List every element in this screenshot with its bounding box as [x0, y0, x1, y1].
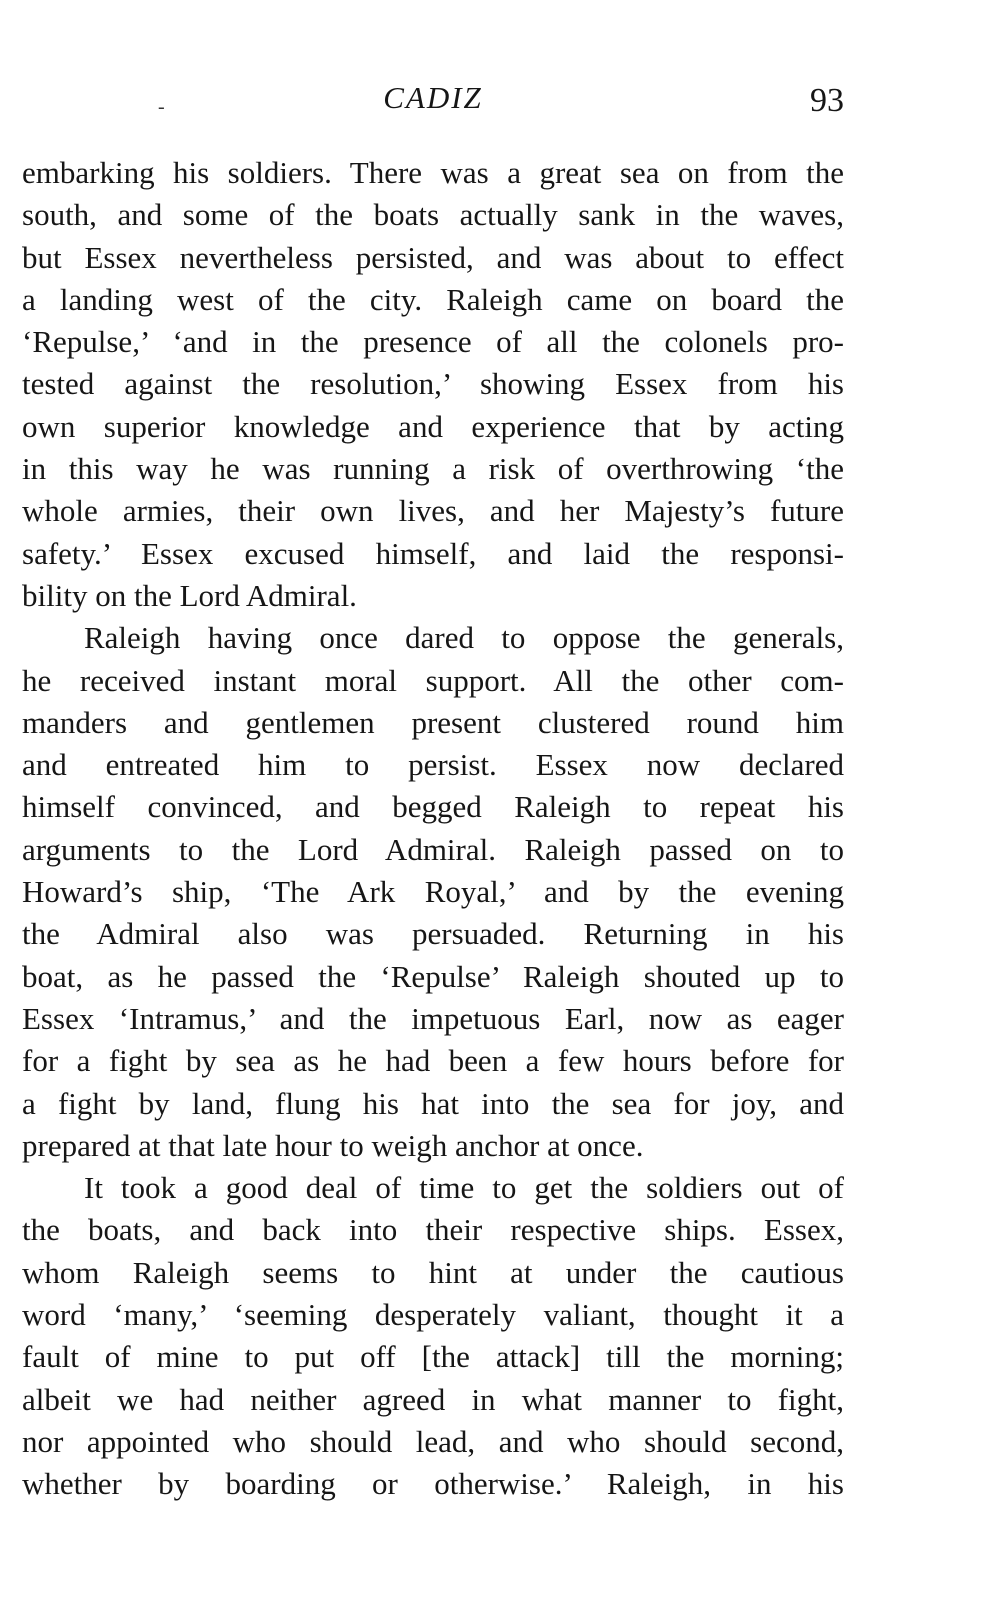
text-line: tested against the resolution,’ showing Essex from his — [22, 366, 844, 402]
text-line: albeit we had neither agreed in what manner to fight, — [22, 1381, 844, 1417]
text-line: he received instant moral support. All the other com- — [22, 662, 844, 698]
text-line: boat, as he passed the ‘Repulse’ Raleigh shouted up to — [22, 958, 844, 994]
paragraph — [22, 617, 844, 1167]
page-header — [22, 80, 844, 124]
paragraph — [22, 152, 844, 617]
text-line: but Essex nevertheless persisted, and was about to effect — [22, 239, 844, 275]
text-line: for a fight by sea as he had been a few hours before for — [22, 1043, 844, 1079]
text-line: himself convinced, and begged Raleigh to repeat his — [22, 789, 844, 825]
body-text — [22, 152, 844, 1506]
text-line: safety.’ Essex excused himself, and laid the responsi- — [22, 535, 844, 571]
text-line: fault of mine to put off [the attack] till the morning; — [22, 1339, 844, 1375]
text-line: ‘Repulse,’ ‘and in the presence of all the colonels pro- — [22, 324, 844, 360]
text-line: Essex ‘Intramus,’ and the impetuous Earl, now as eager — [22, 1000, 844, 1036]
text-line: nor appointed who should lead, and who should second, — [22, 1423, 844, 1459]
text-line: bility on the Lord Admiral. — [22, 577, 357, 613]
text-line: in this way he was running a risk of overthrowing ‘the — [22, 451, 844, 487]
text-line: a fight by land, flung his hat into the sea for joy, and — [22, 1085, 844, 1121]
text-line: Raleigh having once dared to oppose the generals, — [84, 620, 844, 656]
text-line: own superior knowledge and experience that by acting — [22, 408, 844, 444]
text-line: word ‘many,’ ‘seeming desperately valiant, thought it a — [22, 1297, 844, 1333]
text-line: whom Raleigh seems to hint at under the cautious — [22, 1254, 844, 1290]
text-line: south, and some of the boats actually sank in the waves, — [22, 197, 844, 233]
text-line: the boats, and back into their respective ships. Essex, — [22, 1212, 844, 1248]
paragraph — [22, 1167, 844, 1505]
running-head: CADIZ — [383, 80, 483, 115]
text-line: prepared at that late hour to weigh anchor at once. — [22, 1127, 644, 1163]
text-line: Howard’s ship, ‘The Ark Royal,’ and by the evening — [22, 874, 844, 910]
text-line: embarking his soldiers. There was a great sea on from the — [22, 155, 844, 190]
text-line: whether by boarding or otherwise.’ Raleigh, in his — [22, 1466, 844, 1502]
text-line: whole armies, their own lives, and her Majesty’s future — [22, 493, 844, 529]
text-line: and entreated him to persist. Essex now declared — [22, 747, 844, 783]
text-line: It took a good deal of time to get the soldiers out of — [84, 1170, 844, 1206]
page-number: 93 — [810, 82, 844, 119]
text-line: arguments to the Lord Admiral. Raleigh passed on to — [22, 831, 844, 867]
header-mark: - — [158, 96, 165, 118]
text-line: a landing west of the city. Raleigh came on board the — [22, 281, 844, 317]
text-line: the Admiral also was persuaded. Returning in his — [22, 916, 844, 952]
text-line: manders and gentlemen present clustered round him — [22, 704, 844, 740]
